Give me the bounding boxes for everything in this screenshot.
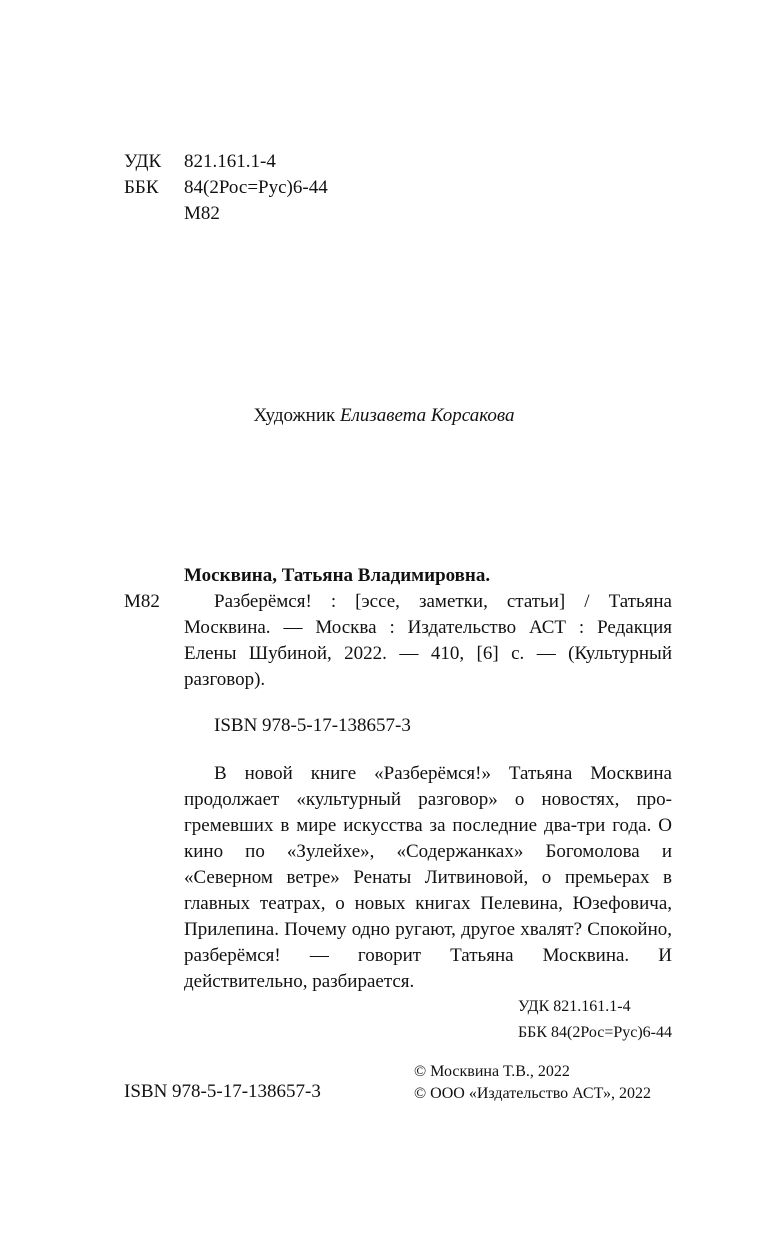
author-code: М82 — [184, 203, 220, 224]
author-code-row — [124, 201, 328, 227]
annotation-text: В новой книге «Разберёмся!» Татьяна Москвина продолжает «культурный разговор» о новостях, прогремевших в мире искусства за последние два-три года. О кино по «Зулейхе», «Содержанках» Богомолова и «Северном ветре» Ренаты Литвиновой, о премьерах в главных театрах, о новых книгах Пелевина, Юзефовича, Прилепина. Почему одно ругают, другое хвалят? Спокойно, разберёмся! — говорит Татьяна Москвина. И действительно, разбирается. — [184, 763, 672, 992]
bibliography-record — [184, 563, 672, 693]
udk-label: УДК — [124, 151, 162, 172]
isbn-text: ISBN 978-5-17-138657-3 — [214, 715, 411, 736]
bottom-udk: УДК 821.161.1-4 — [517, 998, 631, 1015]
bibliography-side-code: М82 — [124, 591, 160, 612]
copyright-publisher: © ООО «Издательство АСТ», 2022 — [414, 1085, 651, 1102]
udk-row — [124, 149, 328, 175]
bibliography-description: Разберёмся! : [эссе, заметки, статьи] / Татьяна Москвина. — Москва : Издательство АСТ : Редакция Елены Шубиной, 2022. — 410, [6] с. — (Культурный разговор). — [184, 591, 672, 690]
bottom-isbn: ISBN 978-5-17-138657-3 — [124, 1081, 321, 1102]
bottom-codes — [518, 994, 672, 1046]
author-heading: Москвина, Татьяна Владимировна. — [184, 565, 491, 586]
udk-value: 821.161.1-4 — [184, 151, 276, 172]
artist-credit — [0, 405, 768, 427]
artist-label: Художник — [253, 405, 336, 426]
bottom-bbk: ББК 84(2Рос=Рус)6-44 — [517, 1024, 672, 1041]
classification-block — [124, 149, 328, 227]
artist-name: Елизавета Корсакова — [339, 405, 515, 426]
copyright-block — [414, 1061, 651, 1105]
bbk-row — [124, 175, 328, 201]
bbk-value: 84(2Рос=Рус)6-44 — [184, 177, 328, 198]
bbk-label: ББК — [124, 177, 159, 198]
copyright-author: © Москвина Т.В., 2022 — [414, 1063, 570, 1080]
